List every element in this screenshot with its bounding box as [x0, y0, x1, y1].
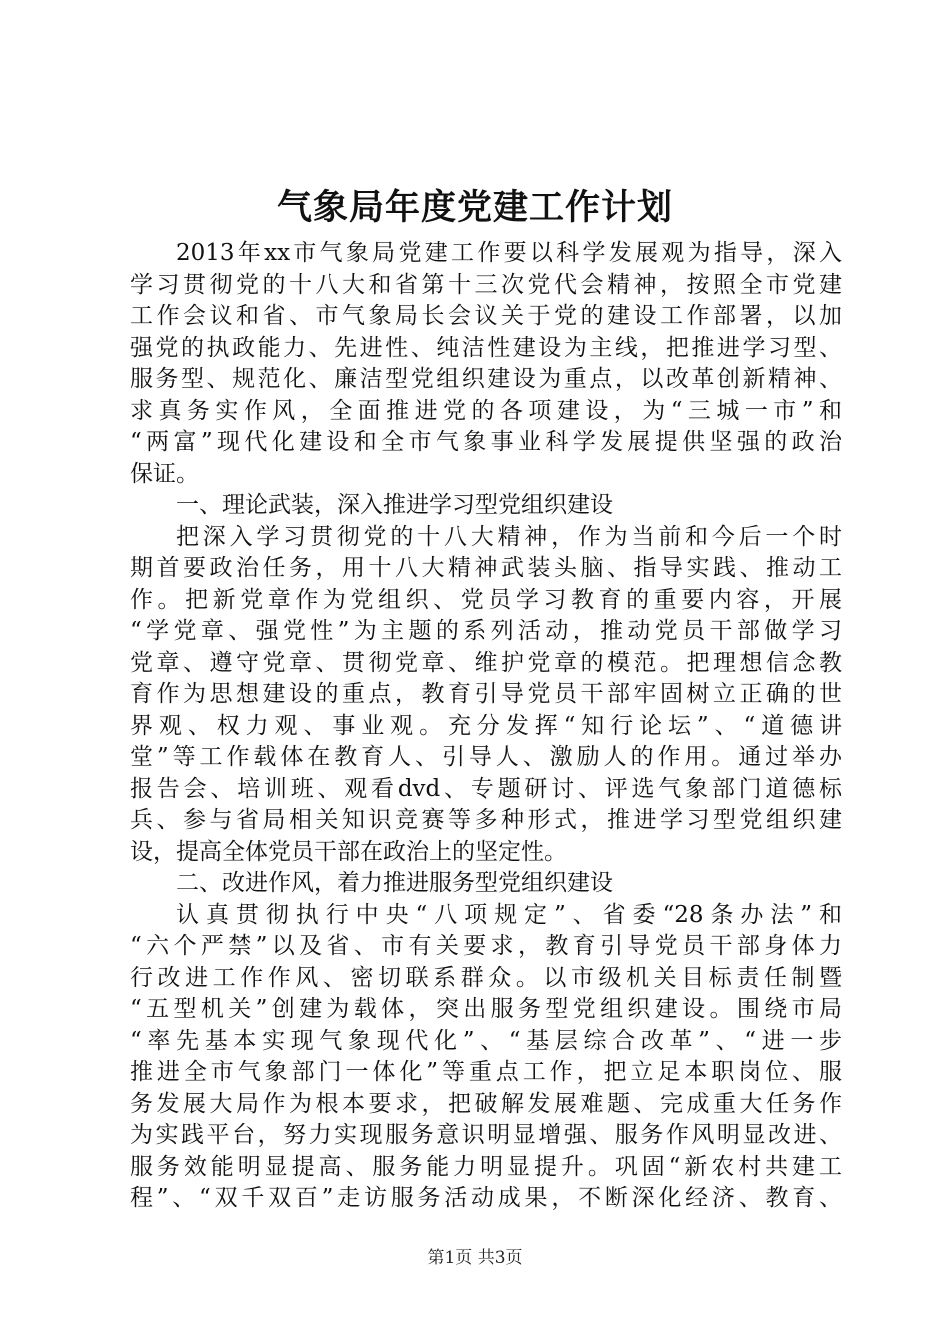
paragraph-line: 把深入学习贯彻党的十八大精神，作为当前和今后一个时: [176, 523, 842, 550]
page-footer: 第1页 共3页: [427, 1248, 523, 1268]
paragraph-line: 行改进工作作风、密切联系群众。以市级机关目标责任制暨: [130, 964, 842, 991]
paragraph-line: 求真务实作风，全面推进党的各项建设，为“三城一市”和: [130, 397, 842, 424]
paragraph-line: 作。把新党章作为党组织、党员学习教育的重要内容，开展: [130, 586, 842, 613]
section-heading: 二、改进作风，着力推进服务型党组织建设: [176, 870, 613, 896]
paragraph-line: 报告会、培训班、观看dvd、专题研讨、评选气象部门道德标: [130, 775, 842, 802]
paragraph-line: 期首要政治任务，用十八大精神武装头脑、指导实践、推动工: [130, 555, 842, 581]
paragraph-line: 堂”等工作载体在教育人、引导人、激励人的作用。通过举办: [130, 744, 842, 770]
document-title: 气象局年度党建工作计划: [276, 187, 673, 228]
paragraph-line: 学习贯彻党的十八大和省第十三次党代会精神，按照全市党建: [130, 271, 842, 298]
paragraph-line: 强党的执政能力、先进性、纯洁性建设为主线，把推进学习型、: [130, 334, 842, 361]
paragraph-line: 服务效能明显提高、服务能力明显提升。巩固“新农村共建工: [130, 1153, 842, 1180]
paragraph-line: 设，提高全体党员干部在政治上的坚定性。: [130, 838, 567, 865]
paragraph-line: 认真贯彻执行中央“八项规定”、省委“28条办法”和: [176, 901, 842, 928]
paragraph-line: “六个严禁”以及省、市有关要求，教育引导党员干部身体力: [130, 933, 842, 959]
paragraph-line: 兵、参与省局相关知识竞赛等多种形式，推进学习型党组织建: [130, 807, 842, 833]
section-heading: 一、理论武装，深入推进学习型党组织建设: [176, 492, 613, 518]
paragraph-line: “率先基本实现气象现代化”、“基层综合改革”、“进一步: [130, 1027, 842, 1054]
paragraph-line: 为实践平台，努力实现服务意识明显增强、服务作风明显改进、: [130, 1122, 842, 1148]
paragraph-line: 2013年xx市气象局党建工作要以科学发展观为指导，深入: [176, 240, 842, 266]
paragraph-line: 程”、“双千双百”走访服务活动成果，不断深化经济、教育、: [130, 1185, 842, 1211]
paragraph-line: 工作会议和省、市气象局长会议关于党的建设工作部署，以加: [130, 303, 842, 329]
paragraph-line: 党章、遵守党章、贯彻党章、维护党章的模范。把理想信念教: [130, 649, 842, 676]
paragraph-line: 育作为思想建设的重点，教育引导党员干部牢固树立正确的世: [130, 681, 842, 707]
paragraph-line: 保证。: [130, 460, 199, 487]
paragraph-line: “两富”现代化建设和全市气象事业科学发展提供坚强的政治: [130, 429, 842, 455]
paragraph-line: 推进全市气象部门一体化”等重点工作，把立足本职岗位、服: [130, 1059, 842, 1085]
paragraph-line: 务发展大局作为根本要求，把破解发展难题、完成重大任务作: [130, 1090, 842, 1117]
paragraph-line: “学党章、强党性”为主题的系列活动，推动党员干部做学习: [130, 618, 842, 644]
document-body: [130, 238, 842, 1215]
paragraph-line: 服务型、规范化、廉洁型党组织建设为重点，以改革创新精神、: [130, 366, 842, 392]
paragraph-line: “五型机关”创建为载体，突出服务型党组织建设。围绕市局: [130, 996, 842, 1022]
paragraph-line: 界观、权力观、事业观。充分发挥“知行论坛”、“道德讲: [130, 712, 842, 739]
